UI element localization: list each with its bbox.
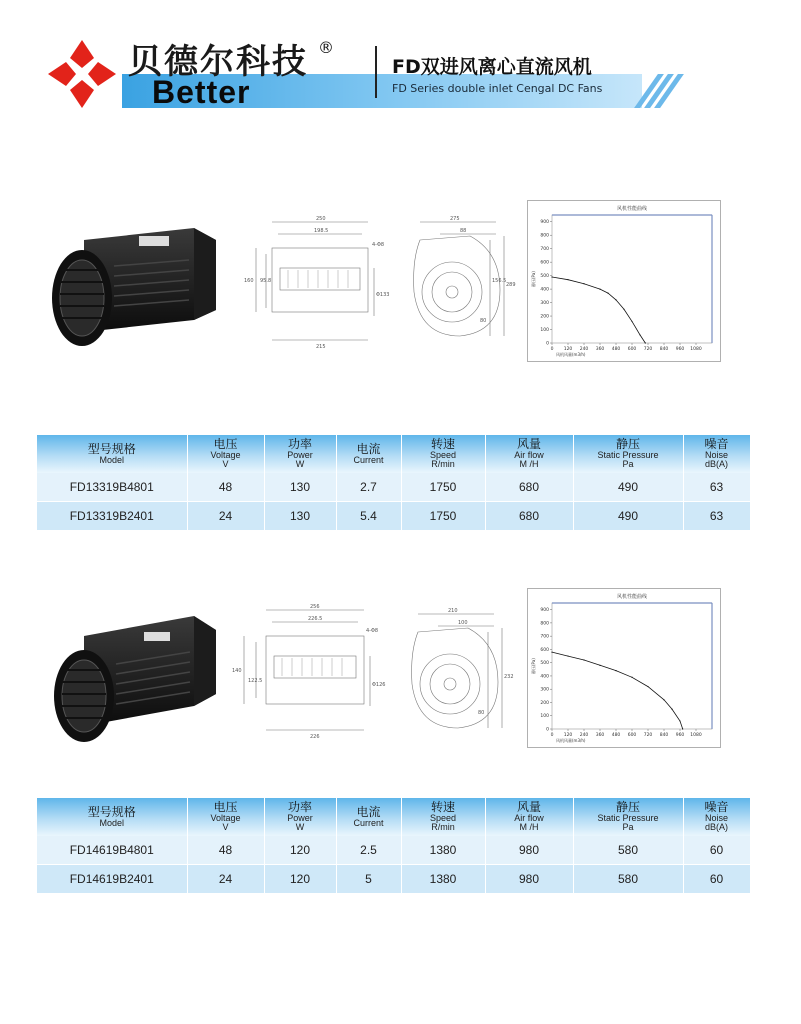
chart-title: 风机性能曲线 [616,206,648,212]
x-tick-label: 0 [550,347,554,352]
column-header-en: Voltage [210,449,241,460]
curve-point [615,299,616,300]
curve-point [599,665,600,666]
y-axis-label: 静压(Pa) [531,271,536,287]
x-tick-label: 0 [550,733,554,738]
x-tick-label: 960 [675,347,685,352]
column-header-cn: 功率 [287,437,312,452]
table-cell: 130 [264,502,336,531]
column-header-en: Speed [429,812,457,823]
table-cell: 490 [573,473,683,502]
curve-point [682,728,683,729]
model-cell: FD14619B2401 [37,865,187,894]
table-cell: 1750 [401,502,485,531]
y-tick-label: 900 [540,608,549,614]
curve-point [671,709,672,710]
x-tick-label: 840 [659,347,669,352]
x-tick-label: 360 [595,733,605,738]
column-header [683,435,750,473]
x-tick-label: 360 [595,347,605,352]
dim-label: 256 [310,604,320,610]
spec-table-2 [37,798,751,894]
dim-label: 232 [504,674,514,680]
curve-point [631,321,632,322]
table-cell: 980 [485,836,573,865]
column-header-en: Speed [429,449,457,460]
column-header-cn: 电流 [356,441,381,456]
x-tick-label: 600 [627,733,637,738]
column-header-cn: 静压 [615,437,640,452]
table-row [37,865,750,894]
y-axis-label: 静压(Pa) [531,658,536,674]
column-header-cn: 电压 [213,437,238,452]
column-header-unit: M /H [519,459,539,470]
column-header-cn: 噪音 [704,437,729,452]
dim-label: 226 [310,734,320,740]
x-tick-label: 480 [611,733,621,738]
x-tick-label: 720 [643,733,653,738]
dim-label: 140 [232,668,242,674]
dim-label: 80 [480,318,487,324]
column-header-en: Static Pressure [597,449,659,460]
column-header-cn: 型号规格 [87,804,136,819]
column-header [683,798,750,836]
dim-label: 4-Φ8 [372,242,385,248]
dim-label: 122.5 [248,678,263,684]
column-header-unit: dB(A) [704,459,728,470]
x-tick-label: 240 [579,347,589,352]
column-header [573,798,683,836]
x-tick-label: 120 [563,733,573,738]
column-header-en: Air flow [514,812,544,823]
table-cell: 1380 [401,865,485,894]
x-tick-label: 960 [675,733,685,738]
column-header-unit: Pa [622,822,634,833]
spec-table-1 [37,435,751,531]
column-header-en: Current [353,817,384,828]
curve-point [551,276,552,277]
x-tick-label: 720 [643,347,653,352]
model-cell: FD14619B4801 [37,836,187,865]
y-tick-label: 100 [540,714,549,720]
y-tick-label: 200 [540,314,549,320]
column-header [485,435,573,473]
column-header-cn: 型号规格 [87,441,136,456]
column-header-cn: 转速 [430,437,455,452]
column-header-en: Noise [704,449,728,460]
brand-name-cn: 贝德尔科技 [128,42,308,82]
x-axis-label: 风机风量(m3/h) [556,738,586,743]
curve-point [679,720,680,721]
front-dimension-drawing-2 [230,602,390,742]
column-header-en: Voltage [210,812,241,823]
chart-title: 风机性能曲线 [616,594,648,600]
curve-point [615,670,616,671]
x-tick-label: 1080 [690,347,702,352]
table-row [37,502,750,531]
column-header-en: Power [287,449,313,460]
curve-point [607,293,608,294]
table-cell: 2.7 [336,473,401,502]
column-header-unit: R/min [431,822,455,833]
x-axis-label: 风机风量(m3/h) [556,352,586,357]
table-row [37,836,750,865]
table-cell: 120 [264,836,336,865]
table-cell: 680 [485,502,573,531]
y-tick-label: 800 [540,233,549,239]
y-tick-label: 0 [546,727,549,733]
dim-label: 215 [316,344,326,350]
column-header [37,798,187,836]
table-cell: 63 [683,473,750,502]
table-cell: 5 [336,865,401,894]
y-tick-label: 500 [540,274,549,280]
dim-label: 210 [448,608,458,614]
column-header [37,435,187,473]
curve-point [583,283,584,284]
x-tick-label: 240 [579,733,589,738]
y-tick-label: 300 [540,301,549,307]
table-cell: 48 [187,836,264,865]
performance-curve [552,277,645,343]
table-row [37,473,750,502]
column-header-cn: 风量 [516,437,541,452]
column-header [401,435,485,473]
column-header-unit: V [222,459,229,470]
column-header [264,798,336,836]
column-header-en: Model [99,817,124,828]
page-header [0,0,801,120]
curve-point [645,342,646,343]
curve-point [583,659,584,660]
column-header [187,435,264,473]
column-header [485,798,573,836]
fan-photo-1 [44,220,224,360]
column-header-unit: W [295,822,305,833]
column-header [336,798,401,836]
column-header-cn: 电流 [356,804,381,819]
curve-point [639,334,640,335]
side-dimension-drawing-2 [398,604,512,744]
column-header-unit: M /H [519,822,539,833]
table-cell: 60 [683,836,750,865]
dim-label: 289 [506,282,516,288]
table-cell: 1750 [401,473,485,502]
column-header-unit: R/min [431,459,455,470]
y-tick-label: 200 [540,700,549,706]
table-cell: 24 [187,865,264,894]
column-header-en: Air flow [514,449,544,460]
performance-chart-2 [527,588,721,748]
curve-point [599,289,600,290]
column-header-en: Noise [704,812,728,823]
dim-label: 198.5 [314,228,329,234]
y-tick-label: 0 [546,341,549,347]
x-tick-label: 120 [563,347,573,352]
curve-point [631,677,632,678]
table-cell: 490 [573,502,683,531]
side-dimension-drawing-1 [400,212,514,352]
header-divider [375,46,377,98]
column-header [336,435,401,473]
column-header-cn: 风量 [516,800,541,815]
column-header-en: Static Pressure [597,812,659,823]
table-cell: 24 [187,502,264,531]
table-cell: 980 [485,865,573,894]
column-header [187,798,264,836]
table-cell: 63 [683,502,750,531]
table-cell: 580 [573,836,683,865]
dim-label: 100 [458,620,468,626]
y-tick-label: 100 [540,328,549,334]
plot-area [552,603,712,729]
column-header-cn: 电压 [213,800,238,815]
dim-label: 226.5 [308,616,323,622]
y-tick-label: 500 [540,661,549,667]
fan-photo-2 [44,608,224,748]
brand-name-en: Better [152,74,251,110]
dim-label: 80 [478,710,485,716]
column-header-cn: 噪音 [704,800,729,815]
table-cell: 60 [683,865,750,894]
y-tick-label: 700 [540,634,549,640]
curve-point [663,699,664,700]
column-header-cn: 静压 [615,800,640,815]
table-cell: 48 [187,473,264,502]
y-tick-label: 600 [540,260,549,266]
curve-point [647,686,648,687]
y-tick-label: 400 [540,287,549,293]
y-tick-label: 400 [540,674,549,680]
curve-point [623,309,624,310]
curve-point [551,651,552,652]
column-header-unit: Pa [622,459,634,470]
x-tick-label: 600 [627,347,637,352]
y-tick-label: 300 [540,687,549,693]
registered-mark: ® [318,38,334,57]
table-cell: 2.5 [336,836,401,865]
column-header [573,435,683,473]
dim-label: 160 [244,278,254,284]
table-cell: 680 [485,473,573,502]
column-header-cn: 功率 [287,800,312,815]
front-dimension-drawing-1 [238,212,390,352]
performance-curve [552,652,683,729]
y-tick-label: 600 [540,647,549,653]
dim-label: 275 [450,216,460,222]
column-header [401,798,485,836]
table-cell: 580 [573,865,683,894]
dim-label: Φ126 [372,682,386,688]
column-header-en: Model [99,454,124,465]
curve-point [567,279,568,280]
dim-label: 250 [316,216,326,222]
dim-label: Φ133 [376,292,390,298]
dim-label: 4-Φ8 [366,628,379,634]
y-tick-label: 700 [540,247,549,253]
column-header-cn: 转速 [430,800,455,815]
x-tick-label: 1080 [690,733,702,738]
x-tick-label: 480 [611,347,621,352]
table-cell: 120 [264,865,336,894]
y-tick-label: 900 [540,220,549,226]
x-tick-label: 840 [659,733,669,738]
model-cell: FD13319B2401 [37,502,187,531]
dim-label: 156.5 [492,278,507,284]
plot-area [552,215,712,343]
page-title-en: FD Series double inlet Cengal DC Fans [392,82,603,95]
dim-label: 88 [460,228,467,234]
model-cell: FD13319B4801 [37,473,187,502]
performance-chart-1 [527,200,721,362]
column-header-en: Current [353,454,384,465]
dim-label: 95.8 [260,278,272,284]
table-cell: 130 [264,473,336,502]
column-header-en: Power [287,812,313,823]
curve-point [567,655,568,656]
column-header-unit: dB(A) [704,822,728,833]
page-title-cn: FD双进风离心直流风机 [392,56,592,78]
table-cell: 5.4 [336,502,401,531]
column-header [264,435,336,473]
table-cell: 1380 [401,836,485,865]
y-tick-label: 800 [540,621,549,627]
column-header-unit: V [222,822,229,833]
brand-logo-icon [46,38,118,110]
column-header-unit: W [295,459,305,470]
